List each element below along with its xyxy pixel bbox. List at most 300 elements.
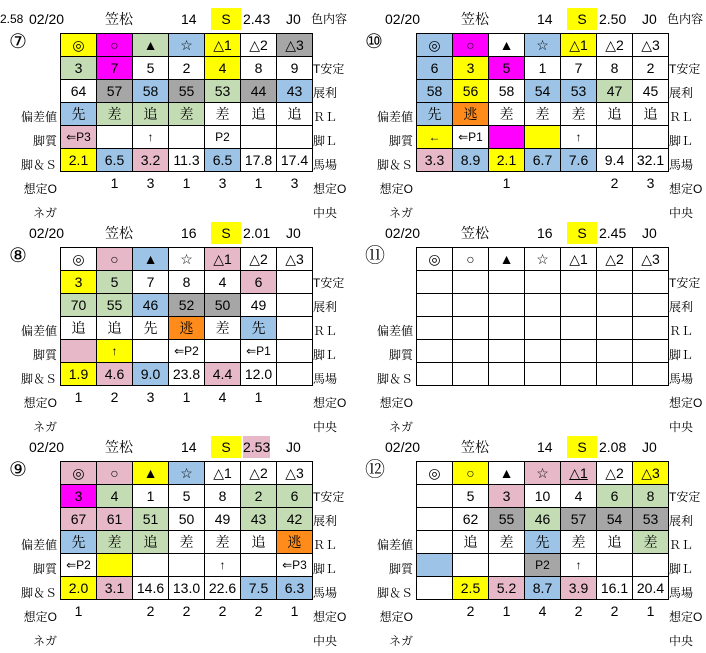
odds-label: 想定O xyxy=(669,610,703,624)
nega-label: ネガ xyxy=(388,206,413,220)
grid-cell: △3 xyxy=(277,462,313,485)
grid-cell xyxy=(417,600,453,623)
grid-cell: 差 xyxy=(169,103,205,126)
nega-label: ネガ xyxy=(388,634,413,648)
horse-number-row xyxy=(61,485,313,508)
runner-count: 16 xyxy=(537,225,553,241)
grid-cell: ↑ xyxy=(205,554,241,577)
grid-cell: 1 xyxy=(502,603,511,619)
jo-code: J0 xyxy=(286,225,301,241)
grid-cell: 4 xyxy=(561,485,597,508)
race-number: ⑫ xyxy=(365,459,385,481)
grid-cell: 追 xyxy=(97,317,133,340)
grid-cell: 51 xyxy=(133,508,169,531)
odds-row xyxy=(417,149,669,172)
deviation-label: 偏差値 xyxy=(20,538,57,552)
grid-cell: △3 xyxy=(633,248,669,271)
grid-cell: ○ xyxy=(453,34,489,57)
grid-cell: △1 xyxy=(205,248,241,271)
grid-cell: 61 xyxy=(97,508,133,531)
grid-cell xyxy=(417,554,453,577)
grid-cell: 50 xyxy=(205,294,241,317)
grid-cell: 2 xyxy=(241,485,277,508)
grid-cell xyxy=(597,363,633,386)
grid-cell: ↑ xyxy=(561,126,597,149)
jo-code: J0 xyxy=(642,11,657,27)
grid-cell: 55 xyxy=(489,508,525,531)
grid-cell xyxy=(597,126,633,149)
grid-cell: 58 xyxy=(133,80,169,103)
grid-cell: 4.6 xyxy=(97,363,133,386)
odds-row xyxy=(417,577,669,600)
race-panel xyxy=(361,8,706,220)
grid-cell: 4.4 xyxy=(205,363,241,386)
grid-cell: △1 xyxy=(561,34,597,57)
grid-cell: 6 xyxy=(277,485,313,508)
position-row xyxy=(417,126,669,149)
grid-cell: 6.3 xyxy=(277,577,313,600)
grid-cell xyxy=(489,126,525,149)
grid-cell: 57 xyxy=(97,80,133,103)
grid-cell: 追 xyxy=(597,531,633,554)
grid-cell: 17.8 xyxy=(241,149,277,172)
grid-cell: ◎ xyxy=(417,462,453,485)
grid-cell xyxy=(277,340,313,363)
venue-name: 笠松 xyxy=(461,439,489,455)
grid-cell: ▲ xyxy=(133,34,169,57)
grid-cell: 1 xyxy=(525,57,561,80)
grid-cell: 32.1 xyxy=(633,149,669,172)
grid-cell: 2.1 xyxy=(61,149,97,172)
odds-label: 想定O xyxy=(669,182,703,196)
grid-cell: 差 xyxy=(561,531,597,554)
grid-cell: 1 xyxy=(254,175,263,191)
grid-cell: 6 xyxy=(417,57,453,80)
grid-cell: 差 xyxy=(205,317,241,340)
grid-cell: ○ xyxy=(97,462,133,485)
grid-cell: 2 xyxy=(610,175,619,191)
grid-cell: 22.6 xyxy=(205,577,241,600)
grid-cell: 4 xyxy=(205,271,241,294)
grid-cell xyxy=(597,271,633,294)
jo-code: J0 xyxy=(286,11,301,27)
grid-cell: 45 xyxy=(633,80,669,103)
race-panel xyxy=(0,8,350,220)
grid-cell: 逃 xyxy=(453,103,489,126)
grid-cell: ○ xyxy=(97,34,133,57)
grid-cell: 2 xyxy=(169,57,205,80)
stable-label: T安定 xyxy=(313,490,345,504)
grid-cell xyxy=(417,363,453,386)
grid-cell: 差 xyxy=(97,531,133,554)
expected-odds-label: 想定O xyxy=(379,182,413,196)
grid-cell: 差 xyxy=(561,103,597,126)
runner-count: 14 xyxy=(181,11,197,27)
grid-cell: 46 xyxy=(133,294,169,317)
grid-cell: 6.7 xyxy=(525,149,561,172)
grid-cell: 53 xyxy=(633,508,669,531)
grid-cell: 55 xyxy=(97,294,133,317)
grid-cell xyxy=(417,271,453,294)
grid-cell: 1 xyxy=(182,175,191,191)
venue-name: 笠松 xyxy=(105,11,133,27)
odds-label: 想定O xyxy=(313,610,347,624)
grid-cell xyxy=(489,294,525,317)
grid-cell: ◎ xyxy=(417,34,453,57)
grid-cell: 2 xyxy=(146,603,155,619)
grid-cell: 9.4 xyxy=(597,149,633,172)
grid-cell xyxy=(525,294,561,317)
stable-label: T安定 xyxy=(313,62,345,76)
grid-cell xyxy=(633,554,669,577)
grid-cell xyxy=(561,386,597,409)
grid-cell xyxy=(489,386,525,409)
leg-l-label: 脚Ｌ xyxy=(669,134,694,148)
grid-cell xyxy=(453,317,489,340)
grid-cell xyxy=(453,386,489,409)
tenkai-label: 展利 xyxy=(313,514,338,528)
grid-cell: ↑ xyxy=(97,340,133,363)
grid-cell xyxy=(525,271,561,294)
grid-cell: △3 xyxy=(633,34,669,57)
tenkai-label: 展利 xyxy=(669,514,694,528)
grid-cell: 先 xyxy=(61,531,97,554)
grid-cell: 差 xyxy=(489,531,525,554)
grid-cell xyxy=(633,294,669,317)
grid-cell: 58 xyxy=(417,80,453,103)
grid-cell: 1 xyxy=(110,175,119,191)
grid-cell: 7.6 xyxy=(561,149,597,172)
rl-label: ＲＬ xyxy=(669,110,694,124)
grid-cell xyxy=(597,386,633,409)
grid-cell: △1 xyxy=(205,462,241,485)
leg-l-label: 脚Ｌ xyxy=(313,562,338,576)
grid-cell xyxy=(417,485,453,508)
grid-cell: △1 xyxy=(561,462,597,485)
nega-row xyxy=(61,386,313,409)
grid-cell: 62 xyxy=(453,508,489,531)
grid-cell xyxy=(453,363,489,386)
expected-odds-label: 想定O xyxy=(379,396,413,410)
grid-cell xyxy=(489,317,525,340)
track-condition: S xyxy=(211,222,241,244)
grid-cell: 50 xyxy=(169,508,205,531)
grid-cell xyxy=(97,126,133,149)
grid-cell xyxy=(133,554,169,577)
grid-cell: 8.9 xyxy=(453,149,489,172)
grid-cell: 2 xyxy=(466,603,475,619)
grid-cell: 1 xyxy=(133,485,169,508)
grid-cell: △3 xyxy=(633,462,669,485)
tenkai-label: 展利 xyxy=(669,300,694,314)
grid-cell xyxy=(277,271,313,294)
deviation-label: 偏差値 xyxy=(376,324,413,338)
style-row xyxy=(61,531,313,554)
race-score: 2.50 xyxy=(599,11,627,27)
position-row xyxy=(61,340,313,363)
grid-cell: ⇐P2 xyxy=(61,554,97,577)
grid-cell: 5 xyxy=(133,57,169,80)
grid-cell xyxy=(417,317,453,340)
grid-cell: 55 xyxy=(169,80,205,103)
grid-cell: 13.0 xyxy=(169,577,205,600)
grid-cell xyxy=(453,172,489,195)
grid-cell: 8 xyxy=(241,57,277,80)
grid-cell: 64 xyxy=(61,80,97,103)
race-number: ⑩ xyxy=(365,31,383,53)
leg-speed-label: 脚＆Ｓ xyxy=(376,372,413,386)
horse-number-row xyxy=(417,57,669,80)
venue-name: 笠松 xyxy=(461,11,489,27)
grid-cell: 70 xyxy=(61,294,97,317)
style-label: 脚質 xyxy=(388,348,413,362)
mark-row xyxy=(61,34,313,57)
stable-label: T安定 xyxy=(313,276,345,290)
grid-cell: 20.4 xyxy=(633,577,669,600)
grid-cell: 2 xyxy=(633,57,669,80)
grid-cell: 追 xyxy=(241,531,277,554)
color-legend-label: 色内容 xyxy=(311,12,348,26)
horse-number-row xyxy=(417,485,669,508)
grid-cell xyxy=(97,600,133,623)
grid-cell: 1 xyxy=(74,389,83,405)
style-row xyxy=(61,103,313,126)
grid-cell xyxy=(241,126,277,149)
grid-cell: P2 xyxy=(205,126,241,149)
grid-cell: 2.1 xyxy=(489,149,525,172)
grid-cell: 9 xyxy=(277,57,313,80)
grid-cell: 1 xyxy=(646,603,655,619)
rl-label: ＲＬ xyxy=(669,538,694,552)
grid-cell: 1 xyxy=(182,389,191,405)
track-condition: S xyxy=(567,222,597,244)
grid-cell: 4 xyxy=(538,603,547,619)
grid-cell: 8 xyxy=(169,271,205,294)
tenkai-label: 展利 xyxy=(313,86,338,100)
grid-cell: ▲ xyxy=(489,34,525,57)
grid-cell: ◎ xyxy=(61,248,97,271)
race-date: 02/20 xyxy=(385,439,421,455)
grid-cell: 2 xyxy=(254,603,263,619)
grid-cell xyxy=(525,126,561,149)
odds-label: 想定O xyxy=(313,182,347,196)
grid-cell xyxy=(561,271,597,294)
grid-cell: 1 xyxy=(290,603,299,619)
track-condition: S xyxy=(211,436,241,458)
race-grid xyxy=(60,247,313,408)
grid-cell xyxy=(597,317,633,340)
grid-cell: △2 xyxy=(597,34,633,57)
rl-label: ＲＬ xyxy=(313,538,338,552)
grid-cell xyxy=(561,340,597,363)
position-row xyxy=(417,554,669,577)
grid-cell: 差 xyxy=(205,531,241,554)
grid-cell xyxy=(489,271,525,294)
race-date: 02/20 xyxy=(385,225,421,241)
grid-cell: 2 xyxy=(182,603,191,619)
grid-cell xyxy=(417,508,453,531)
grid-cell: 7 xyxy=(561,57,597,80)
grid-cell xyxy=(633,386,669,409)
leg-l-label: 脚Ｌ xyxy=(313,134,338,148)
stable-label: T安定 xyxy=(669,62,701,76)
grid-cell xyxy=(633,363,669,386)
track-label: 馬場 xyxy=(669,372,694,386)
style-label: 脚質 xyxy=(32,348,57,362)
grid-cell: 3 xyxy=(146,389,155,405)
rl-label: ＲＬ xyxy=(313,110,338,124)
leg-speed-label: 脚＆Ｓ xyxy=(20,158,57,172)
grid-cell xyxy=(489,340,525,363)
horse-number-row xyxy=(61,271,313,294)
grid-cell xyxy=(597,554,633,577)
grid-cell: 7 xyxy=(133,271,169,294)
grid-cell xyxy=(417,172,453,195)
deviation-row xyxy=(417,508,669,531)
grid-cell: 3 xyxy=(146,175,155,191)
expected-odds-label: 想定O xyxy=(23,182,57,196)
grid-cell xyxy=(97,554,133,577)
grid-cell: 差 xyxy=(205,103,241,126)
grid-cell: 42 xyxy=(277,508,313,531)
deviation-row xyxy=(417,80,669,103)
grid-cell xyxy=(525,340,561,363)
grid-cell: 3 xyxy=(646,175,655,191)
grid-cell: 3 xyxy=(61,485,97,508)
grid-cell xyxy=(205,340,241,363)
leg-l-label: 脚Ｌ xyxy=(669,562,694,576)
race-number: ⑦ xyxy=(9,31,27,53)
grid-cell: ← xyxy=(417,126,453,149)
grid-cell xyxy=(453,554,489,577)
odds-label: 想定O xyxy=(669,396,703,410)
grid-cell: △1 xyxy=(205,34,241,57)
runner-count: 14 xyxy=(537,439,553,455)
grid-cell: 54 xyxy=(525,80,561,103)
grid-cell: 2.0 xyxy=(61,577,97,600)
track-label: 馬場 xyxy=(313,586,338,600)
grid-cell: 先 xyxy=(241,317,277,340)
grid-cell: 追 xyxy=(133,103,169,126)
grid-cell: 6.5 xyxy=(97,149,133,172)
central-label: 中央 xyxy=(669,634,694,648)
grid-cell: 46 xyxy=(525,508,561,531)
grid-cell xyxy=(633,126,669,149)
grid-cell xyxy=(277,294,313,317)
grid-cell: 逃 xyxy=(277,531,313,554)
leg-speed-label: 脚＆Ｓ xyxy=(376,158,413,172)
deviation-row xyxy=(417,294,669,317)
grid-cell: 67 xyxy=(61,508,97,531)
grid-cell: 差 xyxy=(97,103,133,126)
grid-cell: 1.9 xyxy=(61,363,97,386)
grid-cell xyxy=(633,340,669,363)
grid-cell: 49 xyxy=(241,294,277,317)
style-label: 脚質 xyxy=(388,562,413,576)
nega-row xyxy=(417,386,669,409)
grid-cell: ⇐P2 xyxy=(169,340,205,363)
grid-cell: 2 xyxy=(574,603,583,619)
grid-cell: △2 xyxy=(597,462,633,485)
grid-cell: 3 xyxy=(489,485,525,508)
grid-cell: 5 xyxy=(97,271,133,294)
grid-cell: 5 xyxy=(489,57,525,80)
grid-cell: ○ xyxy=(453,462,489,485)
grid-cell: ☆ xyxy=(525,462,561,485)
mark-row xyxy=(417,34,669,57)
race-number: ⑪ xyxy=(365,245,385,267)
grid-cell xyxy=(417,340,453,363)
grid-cell: 53 xyxy=(205,80,241,103)
grid-cell xyxy=(525,386,561,409)
race-date: 02/20 xyxy=(29,225,65,241)
race-number: ⑨ xyxy=(9,459,27,481)
jo-code: J0 xyxy=(642,225,657,241)
grid-cell: 追 xyxy=(453,531,489,554)
style-row xyxy=(417,103,669,126)
position-row xyxy=(61,126,313,149)
central-label: 中央 xyxy=(669,420,694,434)
grid-cell xyxy=(277,386,313,409)
grid-cell: 57 xyxy=(561,508,597,531)
race-date: 02/20 xyxy=(29,439,65,455)
grid-cell: ▲ xyxy=(489,248,525,271)
grid-cell xyxy=(133,340,169,363)
grid-cell: 先 xyxy=(417,103,453,126)
grid-cell: 5 xyxy=(453,485,489,508)
race-date: 02/20 xyxy=(29,11,65,27)
odds-row xyxy=(61,577,313,600)
grid-cell xyxy=(525,363,561,386)
grid-cell: 6 xyxy=(241,271,277,294)
grid-cell: 1 xyxy=(74,603,83,619)
grid-cell xyxy=(453,271,489,294)
mark-row xyxy=(61,248,313,271)
leg-speed-label: 脚＆Ｓ xyxy=(376,586,413,600)
nega-label: ネガ xyxy=(388,420,413,434)
grid-cell: 逃 xyxy=(169,317,205,340)
grid-cell: 49 xyxy=(205,508,241,531)
track-condition: S xyxy=(567,436,597,458)
grid-cell: 8 xyxy=(597,57,633,80)
tenkai-label: 展利 xyxy=(313,300,338,314)
grid-cell: 先 xyxy=(133,317,169,340)
grid-cell: 56 xyxy=(453,80,489,103)
grid-cell: 差 xyxy=(169,531,205,554)
venue-name: 笠松 xyxy=(105,439,133,455)
grid-cell: ☆ xyxy=(169,34,205,57)
style-label: 脚質 xyxy=(32,562,57,576)
deviation-label: 偏差値 xyxy=(376,110,413,124)
deviation-row xyxy=(61,294,313,317)
race-grid xyxy=(416,461,669,622)
grid-cell xyxy=(417,294,453,317)
track-label: 馬場 xyxy=(669,158,694,172)
grid-cell: ◎ xyxy=(417,248,453,271)
grid-cell: 8.7 xyxy=(525,577,561,600)
grid-cell xyxy=(277,317,313,340)
leg-speed-label: 脚＆Ｓ xyxy=(20,586,57,600)
runner-count: 14 xyxy=(181,439,197,455)
expected-odds-label: 想定O xyxy=(23,610,57,624)
grid-cell: ↑ xyxy=(133,126,169,149)
mark-row xyxy=(61,462,313,485)
grid-cell: ◎ xyxy=(61,462,97,485)
leg-l-label: 脚Ｌ xyxy=(313,348,338,362)
race-grid xyxy=(416,33,669,194)
grid-cell xyxy=(597,294,633,317)
grid-cell xyxy=(525,317,561,340)
